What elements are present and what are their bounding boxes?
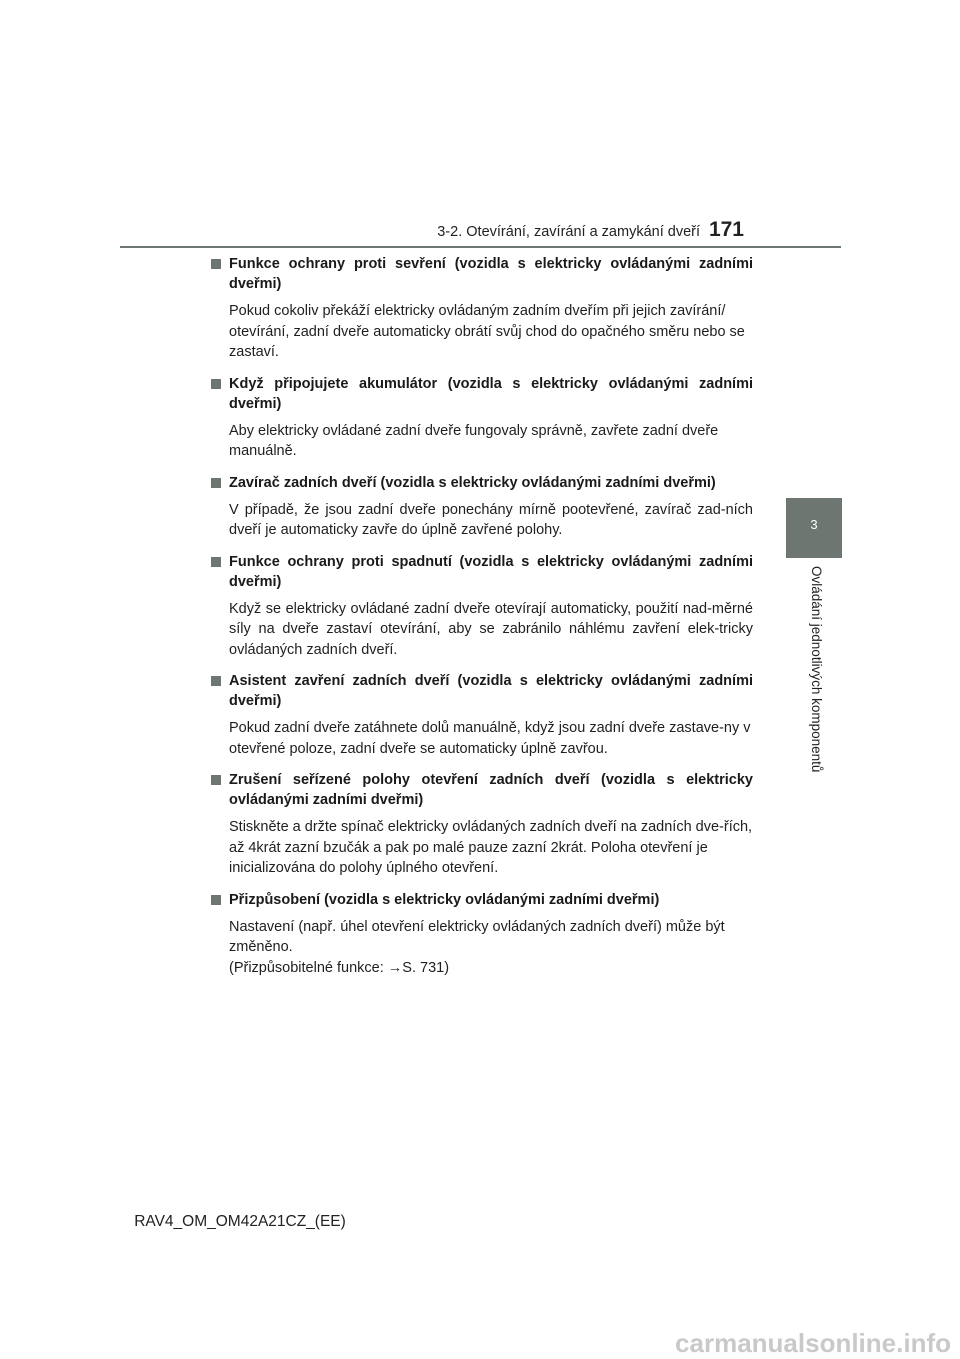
section-heading-text: Funkce ochrany proti spadnutí (vozidla s elektricky ovládanými zadními dveřmi) <box>229 553 753 590</box>
square-bullet-icon <box>211 895 221 905</box>
section-heading-text: Asistent zavření zadních dveří (vozidla s elektricky ovládanými zadními dveřmi) <box>229 673 753 709</box>
document-code: RAV4_OM_OM42A21CZ_(EE) <box>134 1213 346 1230</box>
section-body: Aby elektricky ovládané zadní dveře fungovaly správně, zavřete zadní dveře manuálně. <box>229 422 719 459</box>
section-heading <box>209 473 753 493</box>
square-bullet-icon <box>211 676 221 686</box>
section-body: Pokud cokoliv překáží elektricky ovládaným zadním dveřím při jejich zavírání/ otevírání, zadní dveře automaticky obrátí svůj chod do opačného směru nebo se zastaví. <box>229 303 745 360</box>
section-heading-text: Funkce ochrany proti sevření (vozidla s elektricky ovládanými zadními dveřmi) <box>229 256 753 292</box>
chapter-tab-number: 3 <box>810 517 818 532</box>
square-bullet-icon <box>211 775 221 785</box>
section-heading <box>209 254 753 294</box>
page-header <box>120 218 840 248</box>
section-battery-reconnect <box>209 374 753 462</box>
header-divider <box>120 246 841 248</box>
square-bullet-icon <box>211 478 221 488</box>
page-number: 171 <box>708 218 744 241</box>
section-door-closer <box>209 473 753 541</box>
section-body: Stiskněte a držte spínač elektricky ovládaných zadních dveří na zadních dve-řích, až 4krát zazní bzučák a pak po malé pauze zazní 2krát. Poloha otevření je inicializována do polohy úplného otevření. <box>229 819 753 876</box>
main-content <box>209 254 753 989</box>
watermark: carmanualsonline.info <box>675 1328 951 1358</box>
section-body: Když se elektricky ovládané zadní dveře otevírají automaticky, použití nad-měrné síly na dveře zastaví otevírání, aby se zabránilo náhlému zavření elek-tricky ovládaných zadních dveří. <box>229 600 753 658</box>
chapter-tab <box>786 498 842 558</box>
square-bullet-icon <box>211 379 221 389</box>
section-heading <box>209 671 753 711</box>
section-heading <box>209 374 753 414</box>
section-heading-text: Zavírač zadních dveří (vozidla s elektricky ovládanými zadními dveřmi) <box>229 474 716 491</box>
section-customization <box>209 890 753 979</box>
section-heading <box>209 770 753 810</box>
cross-reference-note: (Přizpůsobitelné funkce: →S. 731) <box>229 959 450 976</box>
section-body: Nastavení (např. úhel otevření elektricky ovládaných zadních dveří) může být změněno. <box>229 918 725 955</box>
section-body: V případě, že jsou zadní dveře ponechány mírně pootevřené, zavírač zad-ních dveří je automaticky zavře do úplně zavřené polohy. <box>229 501 753 538</box>
section-reset-open-position <box>209 770 753 879</box>
section-heading-text: Když připojujete akumulátor (vozidla s elektricky ovládanými zadními dveřmi) <box>229 375 753 412</box>
square-bullet-icon <box>211 557 221 567</box>
section-heading-text: Přizpůsobení (vozidla s elektricky ovládanými zadními dveřmi) <box>229 891 660 908</box>
section-heading <box>209 552 753 592</box>
section-closing-assist <box>209 671 753 759</box>
section-pinch-protection <box>209 254 753 363</box>
chapter-tab-label: Ovládání jednotlivých komponentů <box>809 566 824 773</box>
chapter-title: 3-2. Otevírání, zavírání a zamykání dveří <box>437 224 700 240</box>
section-body: Pokud zadní dveře zatáhnete dolů manuálně, když jsou zadní dveře zastave-ny v otevřené poloze, zadní dveře se automaticky úplně zavřou. <box>229 720 751 757</box>
section-fall-protection <box>209 552 753 661</box>
section-heading-text: Zrušení seřízené polohy otevření zadních dveří (vozidla s elektricky ovládanými zadními dveřmi) <box>229 772 753 808</box>
square-bullet-icon <box>211 259 221 269</box>
section-heading <box>209 890 753 910</box>
